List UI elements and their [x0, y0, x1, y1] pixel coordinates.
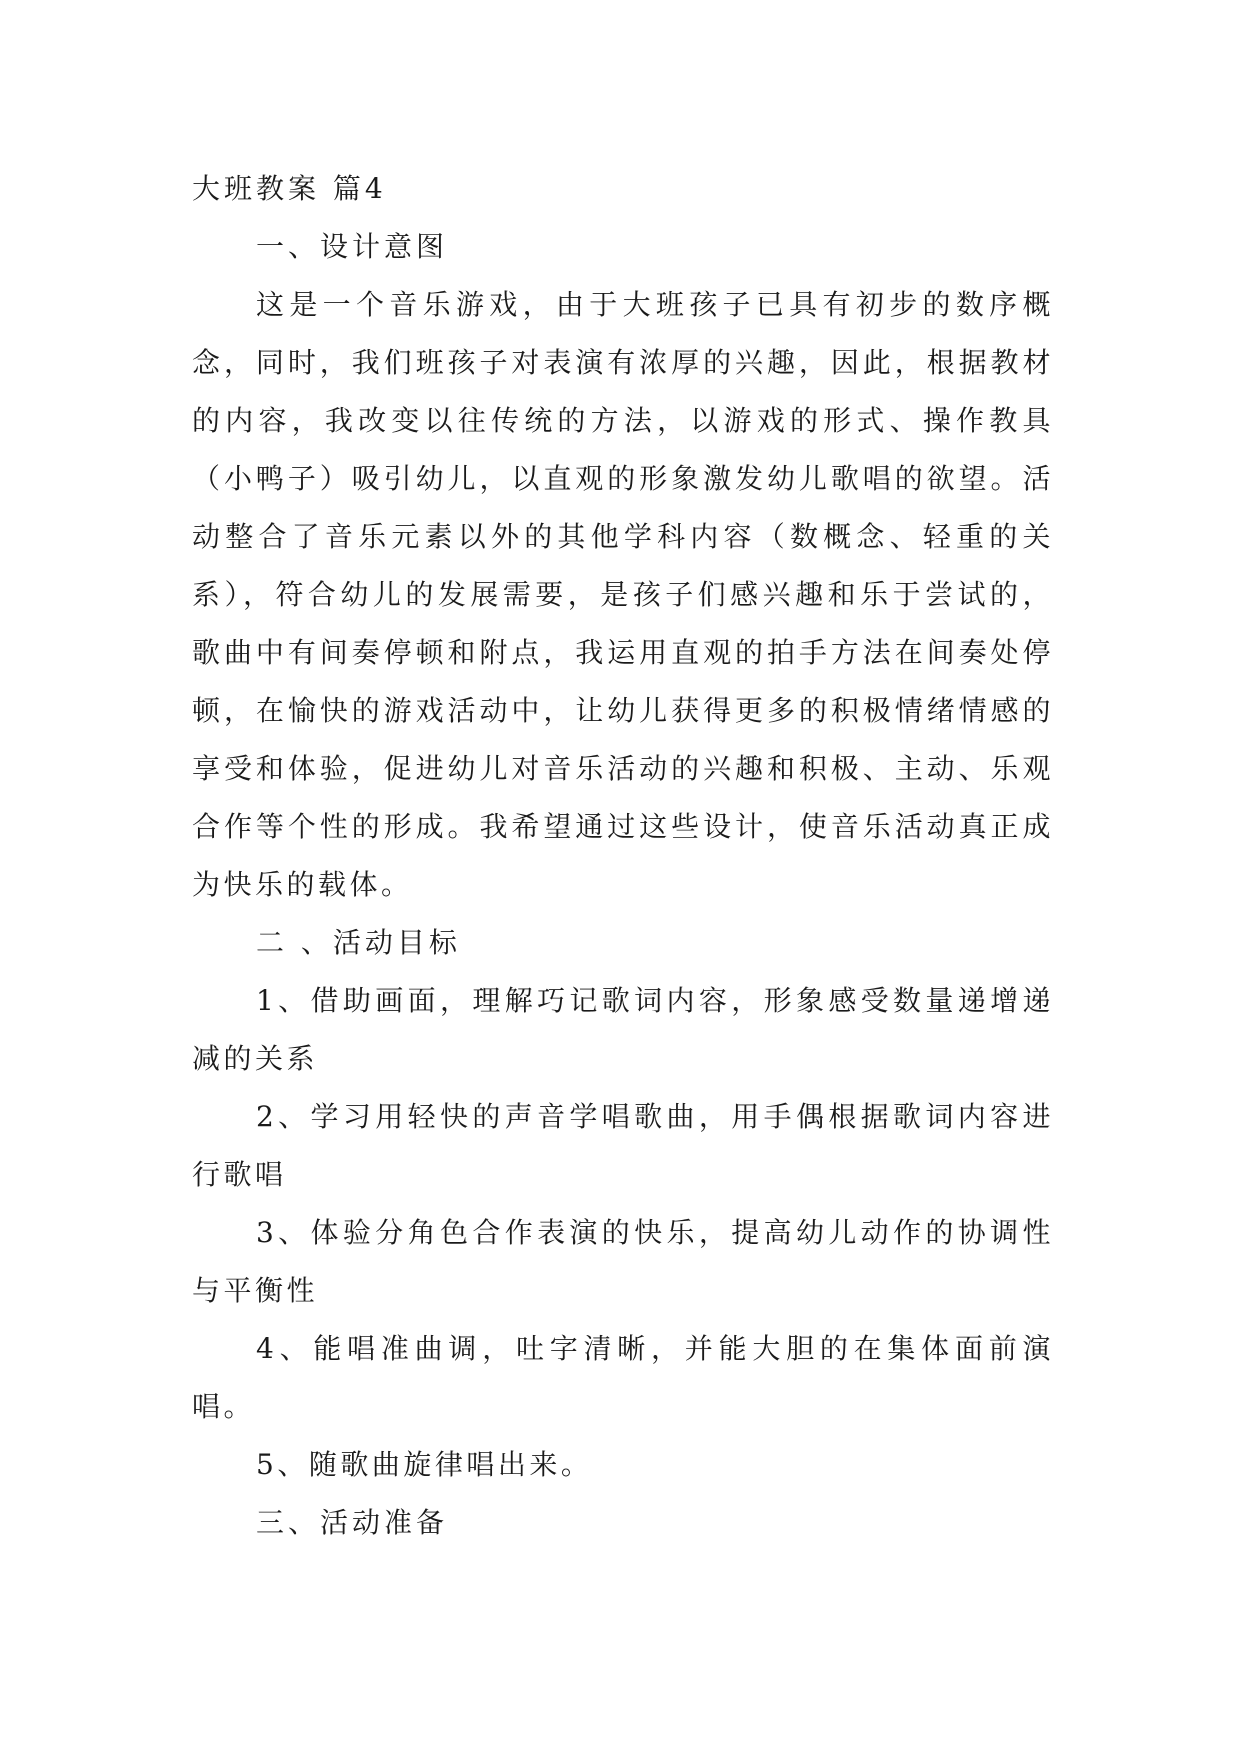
design-intent-paragraph: 这是一个音乐游戏，由于大班孩子已具有初步的数序概念，同时，我们班孩子对表演有浓厚的兴趣，因此，根据教材的内容，我改变以往传统的方法，以游戏的形式、操作教具（小鸭子）吸引幼儿，以直观的形象激发幼儿歌唱的欲望。活动整合了音乐元素以外的其他学科内容（数概念、轻重的关系），符合幼儿的发展需要，是孩子们感兴趣和乐于尝试的，歌曲中有间奏停顿和附点，我运用直观的拍手方法在间奏处停顿，在愉快的游戏活动中，让幼儿获得更多的积极情绪情感的享受和体验，促进幼儿对音乐活动的兴趣和积极、主动、乐观合作等个性的形成。我希望通过这些设计，使音乐活动真正成为快乐的载体。 [192, 288, 1054, 901]
goal-item-1: 1、借助画面，理解巧记歌词内容，形象感受数量递增递减的关系 [192, 984, 1054, 1075]
goal-item-3: 3、体验分角色合作表演的快乐，提高幼儿动作的协调性与平衡性 [192, 1216, 1054, 1307]
goal-item-2: 2、学习用轻快的声音学唱歌曲，用手偶根据歌词内容进行歌唱 [192, 1100, 1054, 1191]
goal-item-5: 5、随歌曲旋律唱出来。 [256, 1448, 593, 1481]
section-heading-preparation: 三、活动准备 [256, 1506, 449, 1539]
section-heading-goals: 二 、活动目标 [256, 926, 461, 959]
section-heading-design-intent: 一、设计意图 [256, 230, 449, 263]
document-body [192, 160, 1054, 1552]
document-title: 大班教案 篇4 [192, 172, 387, 205]
goal-item-4: 4、能唱准曲调，吐字清晰，并能大胆的在集体面前演唱。 [192, 1332, 1054, 1423]
